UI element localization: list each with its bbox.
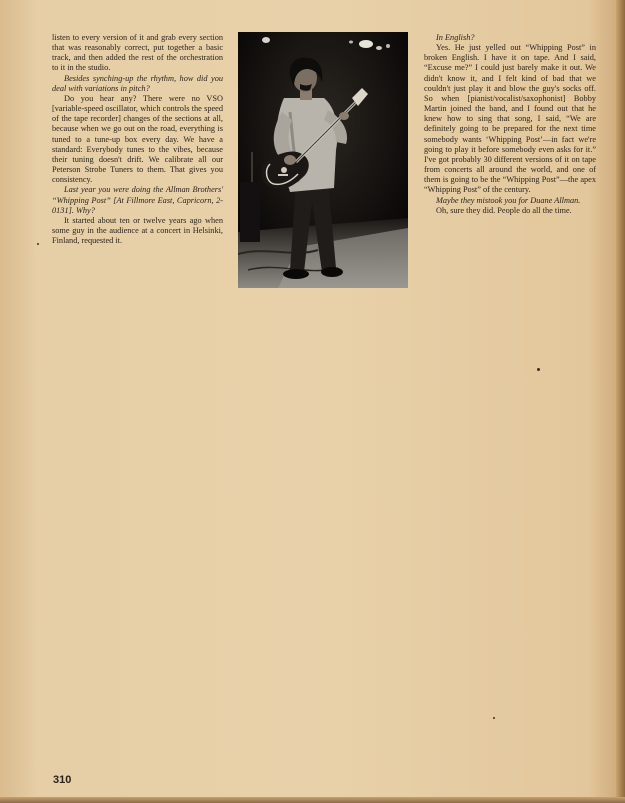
paragraph: Oh, sure they did. People do all the time. <box>436 205 572 215</box>
page-edge-shadow <box>616 0 625 803</box>
paper-speck <box>37 243 39 245</box>
interview-question: Last year you were doing the Allman Brothers' “Whipping Post” [At Fillmore East, Capricorn, 2-0131]. Why? <box>52 185 223 215</box>
text-column-left <box>52 33 223 246</box>
paragraph: Do you hear any? There were no VSO [variable-speed oscillator, which controls the speed of the tape recorder] changes of the sections at all, because when we go out on the road, everything is tuned to a tune-up box every day. We have a standard: Everybody tunes to the vibes, because their tuning doesn't drift. We calibrate all our Peterson Strobe Tuners to them. That gives you consistency. <box>52 93 223 185</box>
paper-speck <box>493 717 495 719</box>
guitarist-photo <box>238 32 408 288</box>
paper-speck <box>537 368 540 371</box>
interview-question: Maybe they mistook you for Duane Allman. <box>436 195 581 205</box>
text-column-right <box>424 33 596 216</box>
paragraph: listen to every version of it and grab every section that was reasonably correct, put together a basic track, and then added the rest of the orchestration to it in the studio. <box>52 33 223 73</box>
interview-question: In English? <box>436 33 475 42</box>
interview-question: Besides synching-up the rhythm, how did you deal with variations in pitch? <box>52 73 223 93</box>
guitarist-photo-illustration <box>238 32 408 288</box>
page-number: 310 <box>53 774 72 786</box>
page-bottom-edge <box>0 797 625 803</box>
paragraph: Yes. He just yelled out “Whipping Post” in broken English. I have it on tape. And I said, “Excuse me?” I could just barely make it out. We didn't know it, and I felt kind of bad that we couldn't just play it and blow the guy's socks off. So when [pianist/vocalist/saxophonist] Bobby Martin joined the band, and I found out that he knew how to sing that song, I said, “We are definitely going to be prepared for the next time somebody wants ‘Whipping Post’—in fact we're going to play it before somebody even asks for it.” I've got probably 30 different versions of it on tape from concerts all around the world, and one of them is going to be the “Whipping Post”—the apex “Whipping Post” of the century. <box>424 43 596 195</box>
paragraph: It started about ten or twelve years ago when some guy in the audience at a concert in Helsinki, Finland, requested it. <box>52 215 223 246</box>
